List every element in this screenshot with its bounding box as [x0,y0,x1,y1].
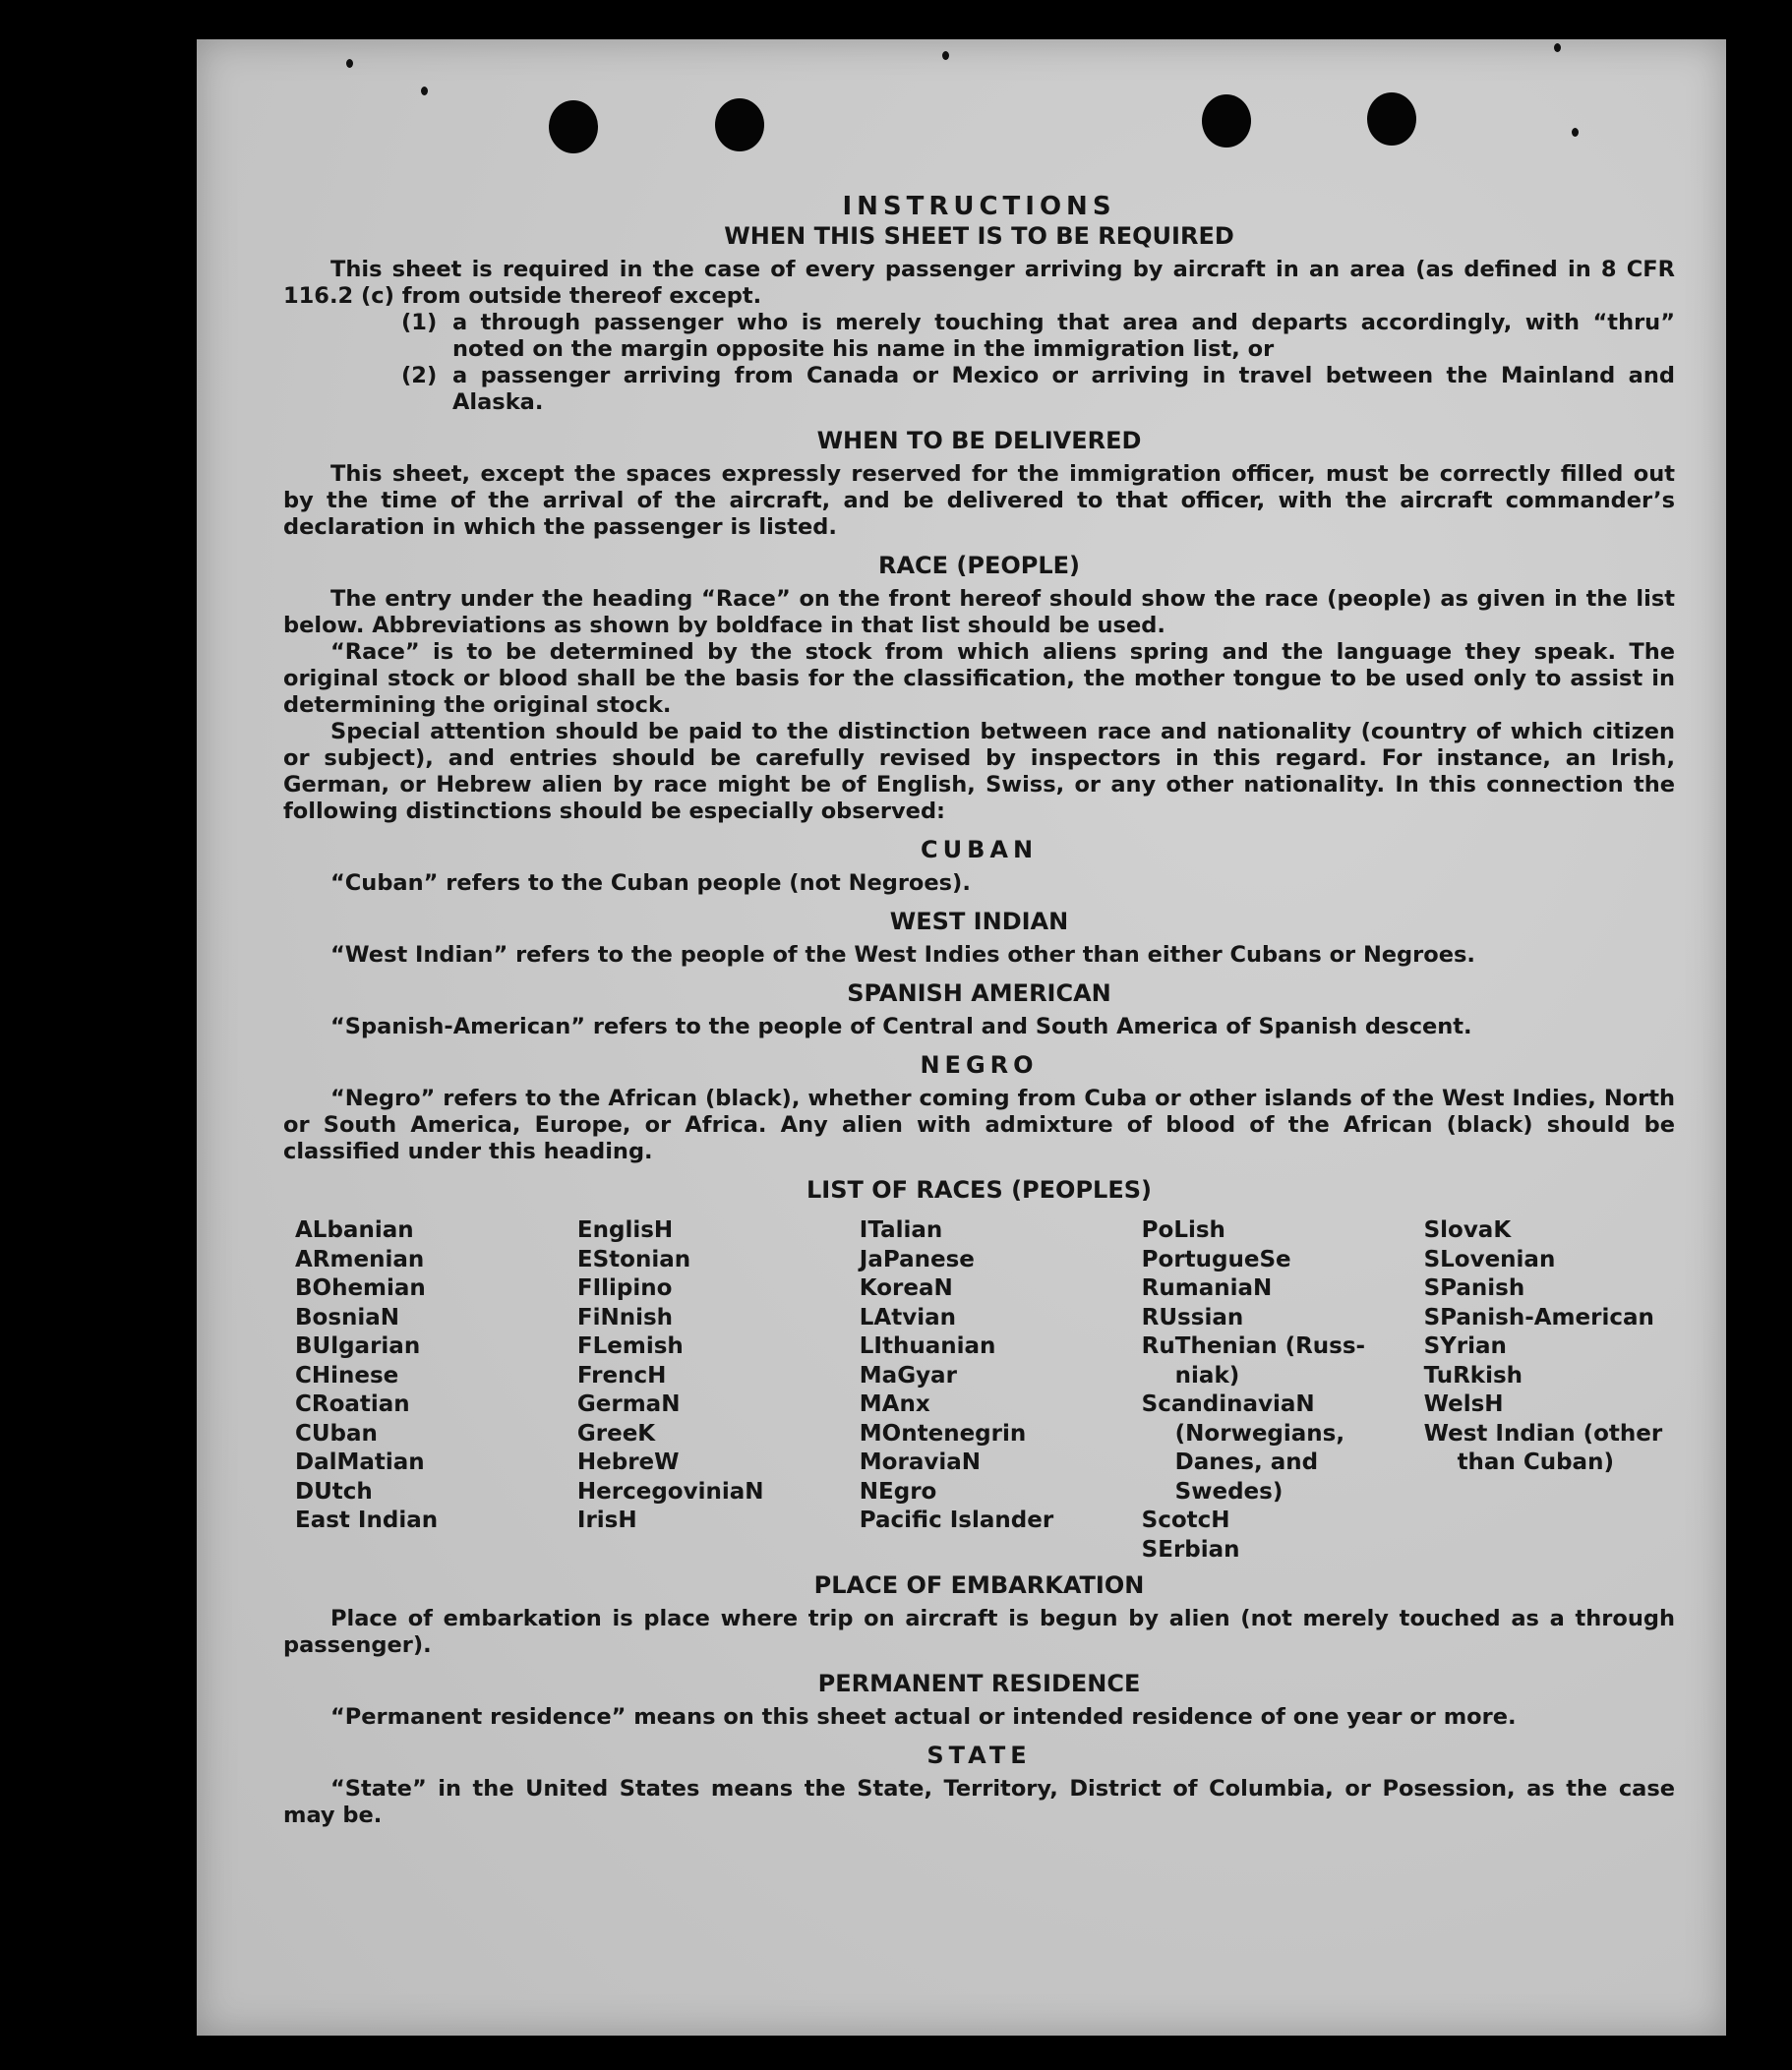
race-item: SlovaK [1423,1217,1512,1243]
race-item: BosniaN [295,1304,400,1331]
race-column-5 [1424,1216,1675,1565]
race-item: WelsH [1423,1391,1504,1417]
race-item: MoraviaN [859,1449,981,1475]
race-item: MOntenegrin [859,1420,1027,1447]
race-item: NEgro [859,1478,937,1505]
race-column-2 [577,1216,860,1565]
race-column-4 [1142,1216,1424,1565]
paragraph-negro: “Negro” refers to the African (black), whether coming from Cuba or other islands of the West Indies, North or South America, Europe, or Africa. Any alien with admixture of blood of the African (black) should be classified under this heading. [283,1086,1675,1164]
race-item: DUtch [295,1478,373,1505]
race-item: West Indian (other [1423,1420,1663,1447]
heading-list-of-races: LIST OF RACES (PEOPLES) [806,1176,1152,1204]
ink-speck [942,51,949,60]
race-column-1 [295,1216,577,1565]
heading-west-indian: WEST INDIAN [889,908,1069,935]
race-item: FIlipino [576,1275,673,1301]
race-item: SLovenian [1423,1246,1556,1272]
race-item: FLemish [576,1333,684,1359]
race-item-continuation: (Norwegians, [1174,1420,1345,1447]
paragraph-permanent-residence: “Permanent residence” means on this sheet actual or intended residence of one year or more. [330,1704,1517,1730]
race-item: EStonian [576,1246,691,1272]
paragraph-west-indian: “West Indian” refers to the people of the West Indies other than either Cubans or Negroes. [330,942,1475,968]
punch-hole [1367,92,1416,146]
race-item: CRoatian [295,1391,410,1417]
race-item: FrencH [576,1362,667,1389]
race-item: LAtvian [859,1304,957,1331]
race-list [295,1216,1675,1565]
paragraph-when-delivered: This sheet, except the spaces expressly reserved for the immigration officer, must be correctly filled out by the time of the arrival of the aircraft, and be delivered to that officer, with the aircraft commander’s declaration in which the passenger is listed. [283,461,1675,540]
heading-negro: NEGRO [920,1051,1039,1079]
race-item: RUssian [1141,1304,1244,1331]
race-item: FiNnish [576,1304,674,1331]
race-item: SYrian [1423,1333,1507,1359]
race-item: KoreaN [859,1275,953,1301]
race-item-continuation: Danes, and [1174,1449,1319,1475]
race-item: SPanish-American [1423,1304,1654,1331]
race-item: CHinese [295,1362,399,1389]
race-item: JaPanese [859,1246,975,1272]
exception-item-1: (1) a through passenger who is merely touching that area and departs accordingly, with “thru” noted on the margin opposite his name in the immigration list, or [401,310,1675,362]
heading-permanent-residence: PERMANENT RESIDENCE [817,1670,1141,1697]
race-item: HercegoviniaN [576,1478,764,1505]
race-item: BUlgarian [295,1333,421,1359]
paragraph-race-3: Special attention should be paid to the distinction between race and nationality (country of which citizen or subject), and entries should be carefully revised by inspectors in this regard. For instance, an Irish, German, or Hebrew alien by race might be of English, Swiss, or any other nationality. In this connection the following distinctions should be especially observed: [283,719,1675,824]
race-item: DalMatian [295,1449,425,1475]
race-item: GermaN [576,1391,681,1417]
race-item: ARmenian [295,1246,425,1272]
race-item: MAnx [859,1391,930,1417]
heading-embarkation: PLACE OF EMBARKATION [813,1571,1145,1599]
race-item: EnglisH [576,1217,674,1243]
heading-cuban: CUBAN [920,836,1039,863]
race-item: ITalian [859,1217,943,1243]
ink-speck [1572,128,1579,137]
race-item: TuRkish [1423,1362,1523,1389]
race-item: PortugueSe [1141,1246,1291,1272]
punch-hole [715,98,764,151]
race-item: HebreW [576,1449,680,1475]
ink-speck [1554,43,1561,52]
race-item: SPanish [1423,1275,1525,1301]
race-item: ALbanian [295,1217,414,1243]
race-item: BOhemian [295,1275,426,1301]
paragraph-race-1: The entry under the heading “Race” on the front hereof should show the race (people) as given in the list below. Abbreviations as shown by boldface in that list should be used. [283,586,1675,638]
race-item: SErbian [1141,1536,1240,1563]
race-column-3 [860,1216,1142,1565]
race-item-continuation: Swedes) [1174,1478,1284,1505]
race-item-continuation: niak) [1174,1362,1240,1389]
race-item: MaGyar [859,1362,957,1389]
heading-state: STATE [926,1742,1032,1769]
race-item: RuThenian (Russ- [1141,1333,1366,1359]
race-item: Pacific Islander [859,1508,1054,1533]
paragraph-embarkation: Place of embarkation is place where trip on aircraft is begun by alien (not merely touched as a through passenger). [283,1606,1675,1658]
paragraph-spanish-american: “Spanish-American” refers to the people of Central and South America of Spanish descent. [330,1014,1472,1039]
exception-item-2: (2) a passenger arriving from Canada or Mexico or arriving in travel between the Mainland and Alaska. [401,363,1675,415]
punch-hole [549,100,598,153]
punch-hole [1202,94,1251,148]
heading-when-delivered: WHEN TO BE DELIVERED [816,427,1142,454]
race-item: GreeK [576,1420,656,1447]
heading-when-required: WHEN THIS SHEET IS TO BE REQUIRED [724,222,1234,250]
instructions-body [283,192,1675,1829]
paragraph-when-required: This sheet is required in the case of every passenger arriving by aircraft in an area (as defined in 8 CFR 116.2 (c) from outside thereof except. [283,257,1675,309]
race-item: LIthuanian [859,1333,996,1359]
ink-speck [421,87,428,95]
race-item: RumaniaN [1141,1275,1273,1301]
race-item: ScotcH [1141,1508,1230,1533]
race-item: ScandinaviaN [1141,1391,1315,1417]
race-item: PoLish [1141,1217,1225,1243]
race-item-continuation: than Cuban) [1457,1449,1614,1475]
paragraph-state: “State” in the United States means the State, Territory, District of Columbia, or Posession, as the case may be. [283,1776,1675,1828]
page-title: INSTRUCTIONS [842,192,1116,221]
race-item: East Indian [295,1508,439,1533]
race-item: IrisH [576,1508,637,1533]
heading-spanish-american: SPANISH AMERICAN [847,979,1111,1007]
ink-speck [346,59,353,68]
paragraph-cuban: “Cuban” refers to the Cuban people (not Negroes). [330,870,971,896]
paragraph-race-2: “Race” is to be determined by the stock from which aliens spring and the language they speak. The original stock or blood shall be the basis for the classification, the mother tongue to be used only to assist in determining the original stock. [283,639,1675,718]
heading-race: RACE (PEOPLE) [877,552,1081,579]
race-item: CUban [295,1420,378,1447]
